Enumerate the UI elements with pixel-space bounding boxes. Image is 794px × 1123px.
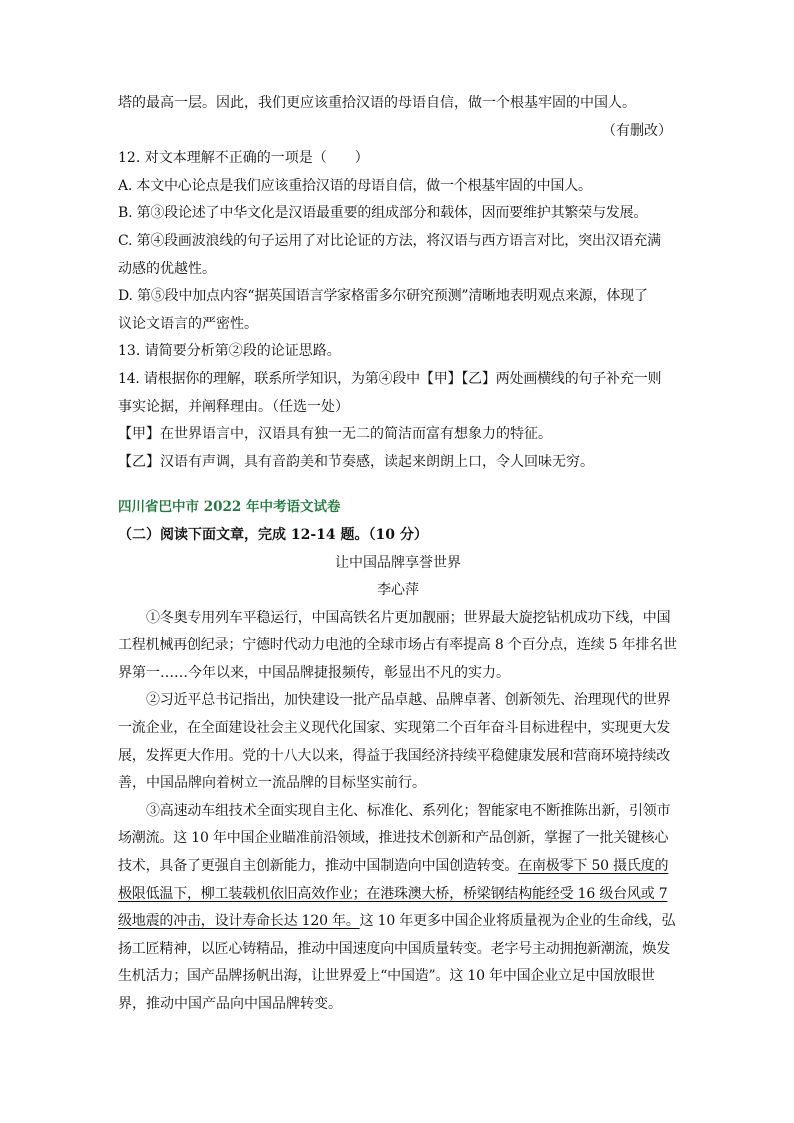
question-12-option-d: D. 第⑤段中加点内容“据英国语言学家格雷多尔研究预测”清晰地表明观点来源，体现了: [118, 288, 648, 305]
paragraph-2-line-3: 展，发挥更大作用。党的十八大以来，得益于我国经济持续平稳健康发展和营商环境持续改: [118, 747, 670, 764]
question-14-cont: 事实论据，并阐释理由。（任选一处）: [118, 398, 349, 415]
paragraph-1-line-3: 界第一……今年以来，中国品牌捷报频传，彰显出不凡的实力。: [118, 664, 510, 681]
question-13: 13. 请简要分析第②段的论证思路。: [118, 343, 341, 360]
article-author: 李心萍: [377, 582, 419, 599]
paragraph-3-line-2: 场潮流。这 10 年中国企业瞄准前沿领域，推进技术创新和产品创新，掌握了一批关键核心: [118, 830, 669, 847]
question-12-stem: 12. 对文本理解不正确的一项是（ ）: [118, 150, 369, 167]
sentence-yi: 【乙】汉语有声调，具有音韵美和节奏感，读起来朗朗上口，令人回味无穷。: [118, 453, 594, 470]
question-12-option-b: B. 第③段论述了中华文化是汉语最重要的组成部分和载体，因而要维护其繁荣与发展。: [118, 205, 648, 222]
paragraph-3-line-6: 扬工匠精神，以匠心铸精品，推动中国速度向中国质量转变。老字号主动拥抱新潮流，焕发: [118, 940, 670, 957]
paragraph-3-line-5: [118, 908, 678, 936]
paragraph-3-text-cont: 这 10 年更多中国企业将质量视为企业的生命线，弘: [359, 913, 676, 930]
document-page: [118, 90, 678, 1019]
question-14: 14. 请根据你的理解，联系所学知识，为第④段中【甲】【乙】两处画横线的句子补充一则: [118, 370, 662, 387]
paragraph-1-line-1: ①冬奥专用列车平稳运行，中国高铁名片更加靓丽；世界最大旋挖钻机成功下线，中国: [146, 609, 671, 626]
paragraph-3-line-8: 界，推动中国产品向中国品牌转变。: [118, 996, 342, 1012]
section-instruction: （二）阅读下面文章，完成 12-14 题。（10 分）: [118, 526, 428, 543]
paragraph-3-line-1: ③高速动车组技术全面实现自主化、标准化、系列化；智能家电不断推陈出新，引领市: [146, 802, 671, 819]
paragraph-3-text: 技术，具备了更强自主创新能力，推动中国制造向中国创造转变。: [118, 858, 519, 875]
paragraph-2-line-2: 一流企业，在全面建设社会主义现代化国家、实现第二个百年奋斗目标进程中，实现更大发: [118, 720, 670, 737]
underlined-sentence-middle: 极限低温下，柳工装载机依旧高效作业；在港珠澳大桥，桥梁钢结构能经受 16 级台风或 7: [118, 885, 668, 902]
sentence-jia: 【甲】在世界语言中，汉语具有独一无二的简洁而富有想象力的特征。: [118, 426, 552, 443]
paragraph-2-line-1: ②习近平总书记指出，加快建设一批产品卓越、品牌卓著、创新领先、治理现代的世界: [146, 692, 671, 709]
paragraph-3-line-3: [118, 853, 678, 881]
paragraph-1-line-2: 工程机械再创纪录；宁德时代动力电池的全球市场占有率提高 8 个百分点，连续 5 年排名世: [118, 637, 677, 654]
paragraph-2-line-4: 善，中国品牌向着树立一流品牌的目标坚实前行。: [118, 775, 426, 792]
article-title: 让中国品牌享誉世界: [335, 554, 461, 571]
edit-note: （有删改）: [602, 122, 672, 139]
paragraph-3-line-4: [118, 881, 678, 909]
question-12-option-d-cont: 议论文语言的严密性。: [118, 315, 258, 332]
exam-source-label: 四川省巴中市 2022 年中考语文试卷: [118, 499, 341, 516]
underlined-sentence-end: 级地震的冲击，设计寿命长达 120 年。: [118, 913, 360, 930]
paragraph-3-line-7: 生机活力；国产品牌扬帆出海，让世界爱上“中国造”。这 10 年中国企业立足中国放眼世: [118, 968, 655, 985]
previous-article-closing-line: 塔的最高一层。因此，我们更应该重拾汉语的母语自信，做一个根基牢固的中国人。: [118, 95, 636, 111]
question-12-option-c: C. 第④段画波浪线的句子运用了对比论证的方法，将汉语与西方语言对比，突出汉语充满: [118, 232, 661, 249]
question-12-option-a: A. 本文中心论点是我们应该重拾汉语的母语自信，做一个根基牢固的中国人。: [118, 177, 592, 194]
question-12-option-c-cont: 动感的优越性。: [118, 260, 216, 277]
underlined-sentence-start: 在南极零下 50 摄氏度的: [518, 858, 669, 875]
